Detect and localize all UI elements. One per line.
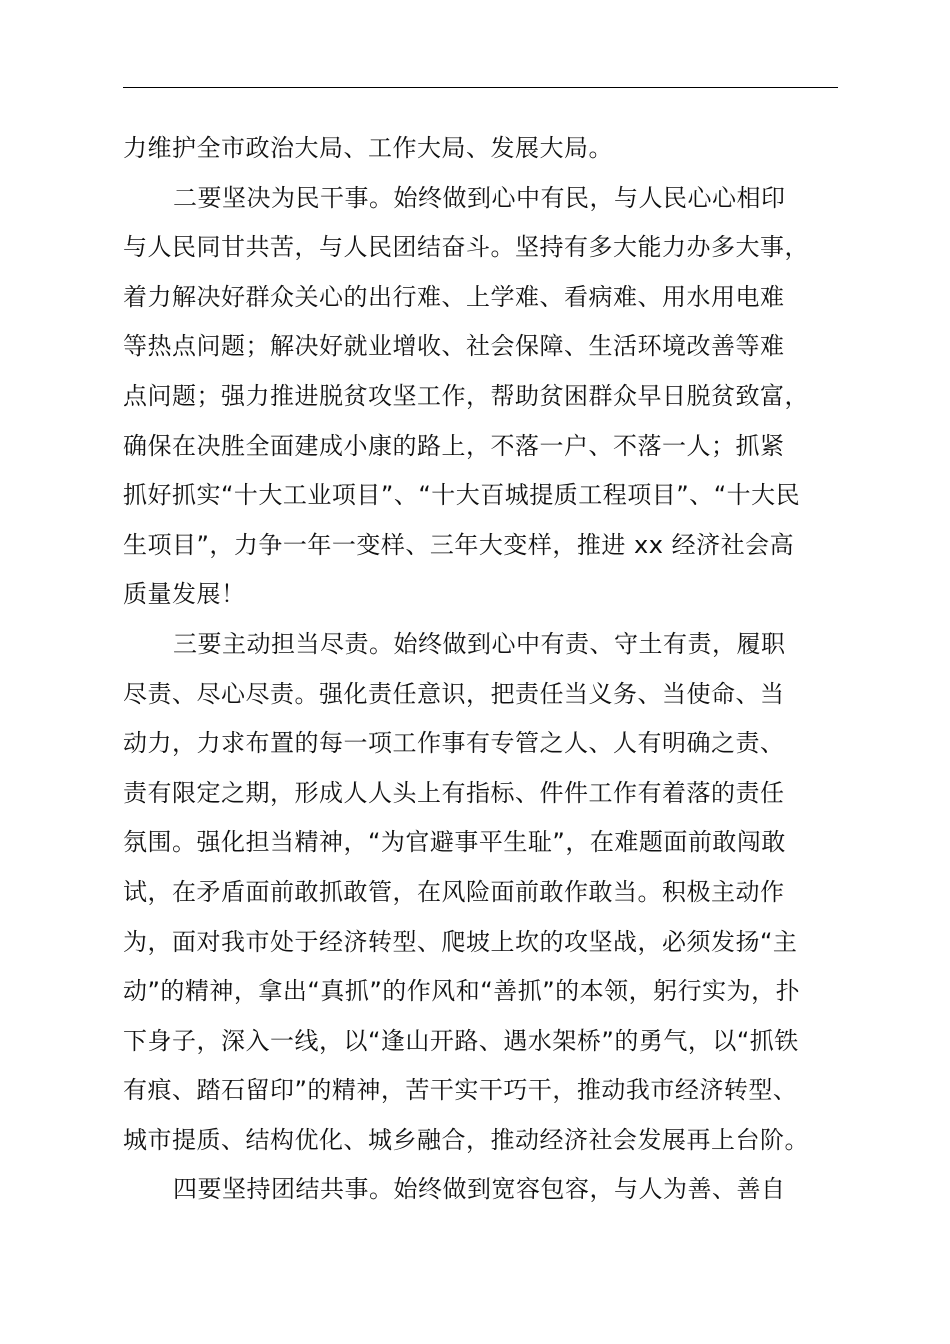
paragraph-first-line: 三要主动担当尽责。始终做到心中有责、守土有责，履职 — [173, 629, 786, 658]
text-line: 确保在决胜全面建成小康的路上，不落一户、不落一人；抓紧 — [123, 431, 785, 460]
text-line: 生项目”，力争一年一变样、三年大变样，推进 xx 经济社会高 — [123, 530, 795, 559]
text-line: 尽责、尽心尽责。强化责任意识，把责任当义务、当使命、当 — [123, 679, 785, 708]
text-line: 氛围。强化担当精神，“为官避事平生耻”，在难题面前敢闯敢 — [123, 828, 786, 857]
text-line: 动”的精神，拿出“真抓”的作风和“善抓”的本领，躬行实为，扑 — [123, 977, 801, 1006]
text-line: 动力，力求布置的每一项工作事有专管之人、人有明确之责、 — [123, 729, 785, 758]
text-line: 城市提质、结构优化、城乡融合，推动经济社会发展再上台阶。 — [123, 1125, 809, 1154]
text-line: 点问题；强力推进脱贫攻坚工作，帮助贫困群众早日脱贫致富， — [123, 381, 809, 410]
text-line: 着力解决好群众关心的出行难、上学难、看病难、用水用电难 — [123, 282, 785, 311]
body-text — [123, 124, 863, 1215]
text-line: 抓好抓实“十大工业项目”、“十大百城提质工程项目”、“十大民 — [123, 481, 801, 510]
header-rule — [123, 87, 838, 88]
text-line: 质量发展！ — [123, 580, 246, 609]
text-line: 力维护全市政治大局、工作大局、发展大局。 — [123, 134, 613, 162]
text-line: 与人民同甘共苦，与人民团结奋斗。坚持有多大能力办多大事， — [123, 233, 809, 262]
paragraph-first-line: 四要坚持团结共事。始终做到宽容包容，与人为善、善自 — [173, 1175, 786, 1204]
text-line: 责有限定之期，形成人人头上有指标、件件工作有着落的责任 — [123, 778, 785, 807]
text-line: 为，面对我市处于经济转型、爬坡上坎的攻坚战，必须发扬“主 — [123, 927, 798, 956]
text-line: 试，在矛盾面前敢抓敢管，在风险面前敢作敢当。积极主动作 — [123, 877, 785, 906]
text-line: 下身子，深入一线，以“逢山开路、遇水架桥”的勇气，以“抓铁 — [123, 1026, 799, 1055]
text-line: 等热点问题；解决好就业增收、社会保障、生活环境改善等难 — [123, 332, 785, 361]
paragraph-first-line: 二要坚决为民干事。始终做到心中有民，与人民心心相印 — [173, 183, 786, 212]
text-line: 有痕、踏石留印”的精神，苦干实干巧干，推动我市经济转型、 — [123, 1076, 798, 1105]
